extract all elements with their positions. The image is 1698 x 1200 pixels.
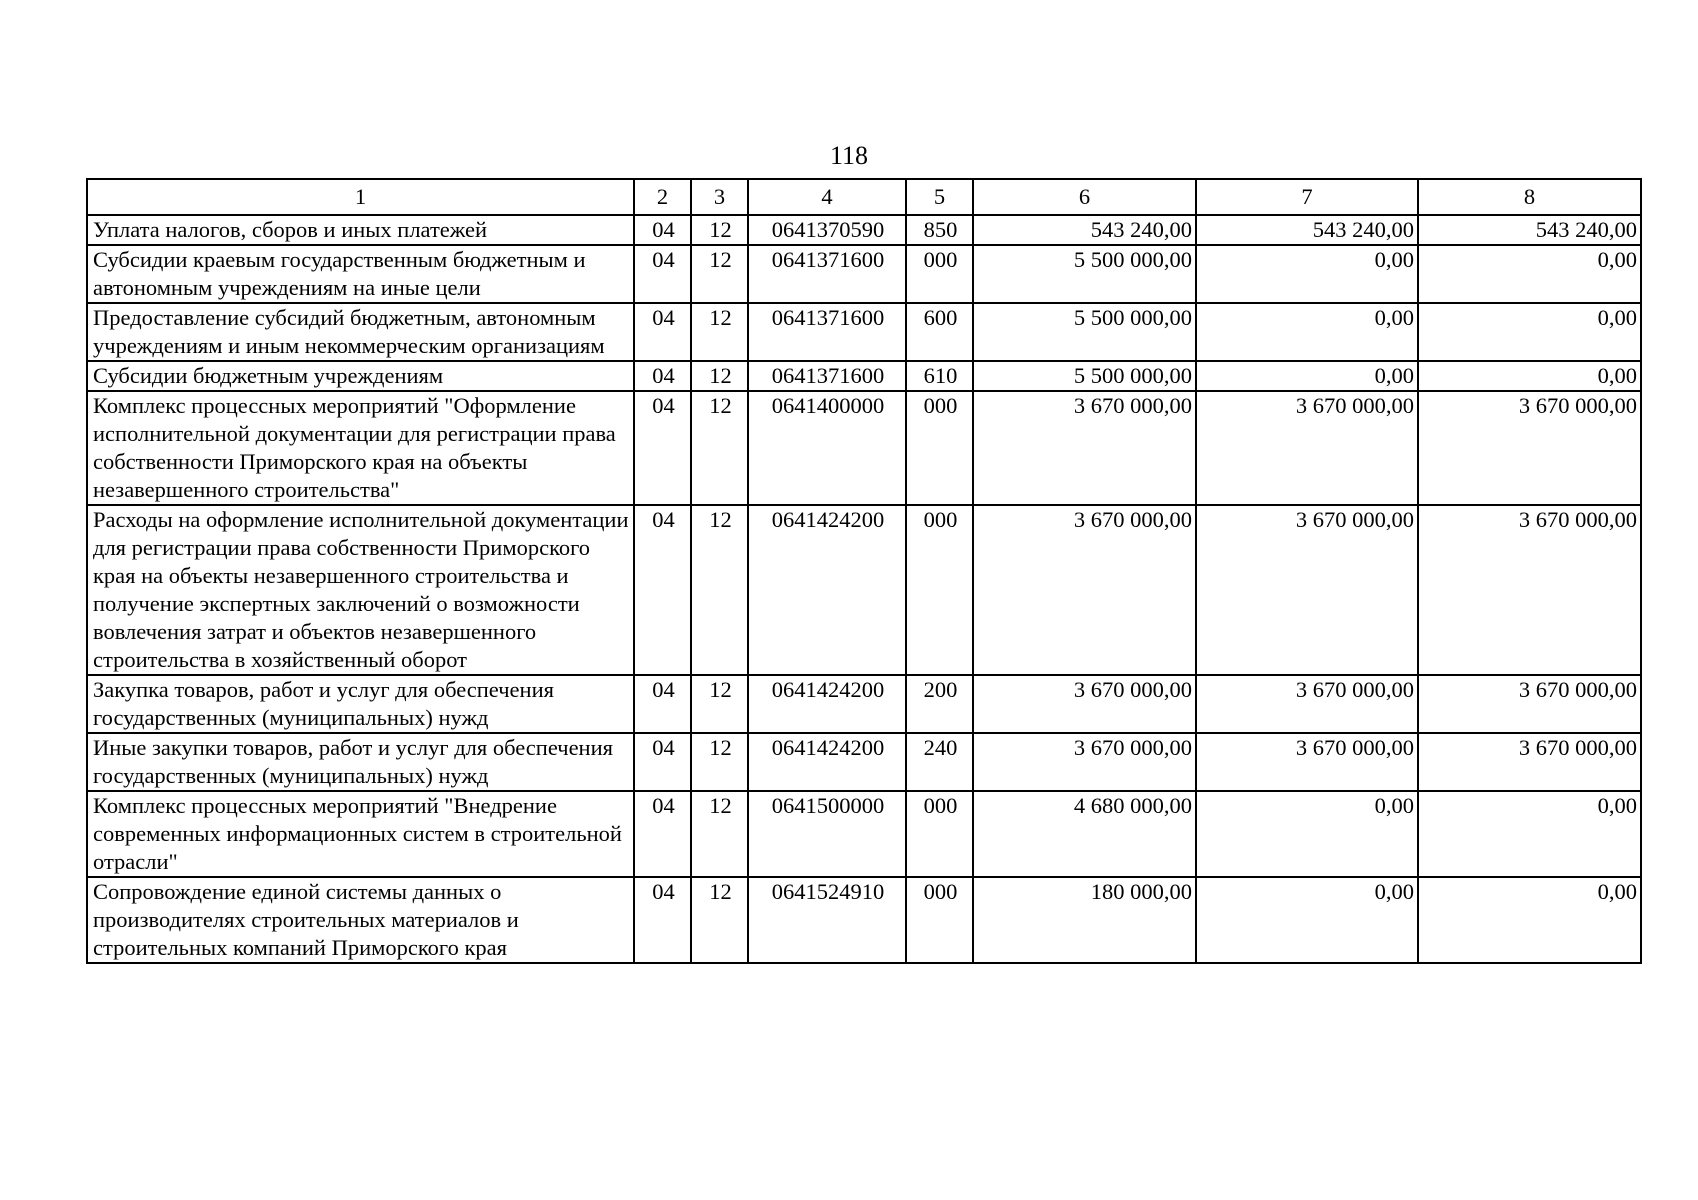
amount-col6: 543 240,00 — [973, 215, 1196, 245]
section-code: 04 — [634, 215, 691, 245]
amount-col8: 3 670 000,00 — [1418, 675, 1641, 733]
row-name: Предоставление субсидий бюджетным, автономным учреждениям и иным некоммерческим организациям — [87, 303, 634, 361]
amount-col7: 0,00 — [1196, 303, 1418, 361]
amount-col7: 3 670 000,00 — [1196, 505, 1418, 675]
amount-col8: 0,00 — [1418, 245, 1641, 303]
target-article-code: 0641371600 — [748, 361, 906, 391]
expense-type-code: 850 — [906, 215, 973, 245]
section-code: 04 — [634, 733, 691, 791]
subsection-code: 12 — [691, 675, 748, 733]
subsection-code: 12 — [691, 215, 748, 245]
target-article-code: 0641400000 — [748, 391, 906, 505]
row-name: Сопровождение единой системы данных о производителях строительных материалов и строительных компаний Приморского края — [87, 877, 634, 963]
amount-col6: 180 000,00 — [973, 877, 1196, 963]
table-row — [87, 245, 1641, 303]
target-article-code: 0641500000 — [748, 791, 906, 877]
section-code: 04 — [634, 361, 691, 391]
amount-col7: 0,00 — [1196, 245, 1418, 303]
amount-col6: 3 670 000,00 — [973, 675, 1196, 733]
header-cell: 4 — [748, 179, 906, 215]
amount-col8: 0,00 — [1418, 361, 1641, 391]
table-row — [87, 361, 1641, 391]
expense-type-code: 000 — [906, 505, 973, 675]
amount-col8: 0,00 — [1418, 791, 1641, 877]
header-cell: 1 — [87, 179, 634, 215]
header-cell: 3 — [691, 179, 748, 215]
amount-col7: 3 670 000,00 — [1196, 733, 1418, 791]
table-row — [87, 391, 1641, 505]
subsection-code: 12 — [691, 505, 748, 675]
header-row — [87, 179, 1641, 215]
amount-col6: 4 680 000,00 — [973, 791, 1196, 877]
table-row — [87, 505, 1641, 675]
row-name: Субсидии краевым государственным бюджетным и автономным учреждениям на иные цели — [87, 245, 634, 303]
row-name: Комплекс процессных мероприятий "Внедрение современных информационных систем в строительной отрасли" — [87, 791, 634, 877]
subsection-code: 12 — [691, 245, 748, 303]
budget-table — [86, 178, 1642, 964]
header-cell: 2 — [634, 179, 691, 215]
table-row — [87, 675, 1641, 733]
amount-col6: 5 500 000,00 — [973, 361, 1196, 391]
row-name: Уплата налогов, сборов и иных платежей — [87, 215, 634, 245]
amount-col6: 5 500 000,00 — [973, 303, 1196, 361]
amount-col8: 543 240,00 — [1418, 215, 1641, 245]
row-name: Субсидии бюджетным учреждениям — [87, 361, 634, 391]
section-code: 04 — [634, 791, 691, 877]
amount-col7: 543 240,00 — [1196, 215, 1418, 245]
section-code: 04 — [634, 877, 691, 963]
amount-col7: 3 670 000,00 — [1196, 675, 1418, 733]
amount-col8: 3 670 000,00 — [1418, 733, 1641, 791]
amount-col8: 0,00 — [1418, 877, 1641, 963]
subsection-code: 12 — [691, 391, 748, 505]
expense-type-code: 200 — [906, 675, 973, 733]
row-name: Закупка товаров, работ и услуг для обеспечения государственных (муниципальных) нужд — [87, 675, 634, 733]
expense-type-code: 000 — [906, 391, 973, 505]
amount-col7: 0,00 — [1196, 877, 1418, 963]
target-article-code: 0641370590 — [748, 215, 906, 245]
section-code: 04 — [634, 505, 691, 675]
table-row — [87, 303, 1641, 361]
expense-type-code: 000 — [906, 791, 973, 877]
target-article-code: 0641524910 — [748, 877, 906, 963]
amount-col7: 0,00 — [1196, 791, 1418, 877]
header-cell: 7 — [1196, 179, 1418, 215]
table-row — [87, 215, 1641, 245]
expense-type-code: 000 — [906, 245, 973, 303]
amount-col8: 0,00 — [1418, 303, 1641, 361]
subsection-code: 12 — [691, 303, 748, 361]
amount-col6: 3 670 000,00 — [973, 505, 1196, 675]
page-number: 118 — [829, 141, 869, 170]
target-article-code: 0641424200 — [748, 675, 906, 733]
expense-type-code: 240 — [906, 733, 973, 791]
target-article-code: 0641424200 — [748, 733, 906, 791]
target-article-code: 0641371600 — [748, 303, 906, 361]
subsection-code: 12 — [691, 877, 748, 963]
section-code: 04 — [634, 303, 691, 361]
section-code: 04 — [634, 245, 691, 303]
target-article-code: 0641371600 — [748, 245, 906, 303]
table-row — [87, 877, 1641, 963]
subsection-code: 12 — [691, 791, 748, 877]
expense-type-code: 600 — [906, 303, 973, 361]
amount-col7: 0,00 — [1196, 361, 1418, 391]
amount-col6: 5 500 000,00 — [973, 245, 1196, 303]
header-cell: 8 — [1418, 179, 1641, 215]
amount-col6: 3 670 000,00 — [973, 733, 1196, 791]
row-name: Расходы на оформление исполнительной документации для регистрации права собственности Приморского края на объекты незавершенного строительства и получение экспертных заключений о возможности вовлечения затрат и объектов незавершенного строительства в хозяйственный оборот — [87, 505, 634, 675]
header-cell: 6 — [973, 179, 1196, 215]
table-row — [87, 791, 1641, 877]
amount-col8: 3 670 000,00 — [1418, 391, 1641, 505]
amount-col8: 3 670 000,00 — [1418, 505, 1641, 675]
section-code: 04 — [634, 675, 691, 733]
subsection-code: 12 — [691, 733, 748, 791]
subsection-code: 12 — [691, 361, 748, 391]
expense-type-code: 000 — [906, 877, 973, 963]
expense-type-code: 610 — [906, 361, 973, 391]
table-row — [87, 733, 1641, 791]
row-name: Комплекс процессных мероприятий "Оформление исполнительной документации для регистрации права собственности Приморского края на объекты незавершенного строительства" — [87, 391, 634, 505]
target-article-code: 0641424200 — [748, 505, 906, 675]
header-cell: 5 — [906, 179, 973, 215]
section-code: 04 — [634, 391, 691, 505]
row-name: Иные закупки товаров, работ и услуг для обеспечения государственных (муниципальных) нужд — [87, 733, 634, 791]
amount-col6: 3 670 000,00 — [973, 391, 1196, 505]
amount-col7: 3 670 000,00 — [1196, 391, 1418, 505]
